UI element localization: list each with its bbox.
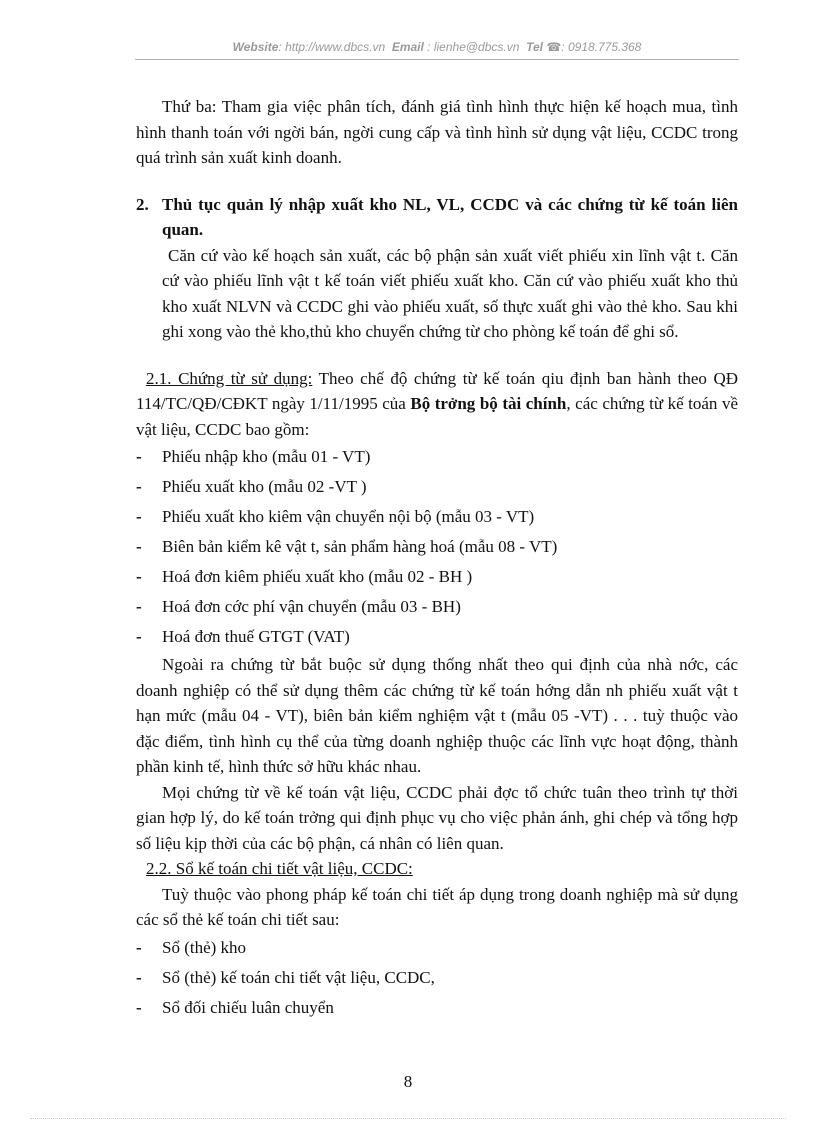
list-item: [136, 933, 738, 963]
section-21-text: Theo chế độ chứng từ kế toán qiu định ban hành theo QĐ 114/TC/QĐ/CĐKT ngày 1/11/1995 của: [136, 368, 738, 413]
list-item-text: Hoá đơn cớc phí vận chuyển (mẫu 03 - BH): [162, 597, 461, 616]
document-body: [136, 94, 738, 1023]
dash-bullet: -: [136, 967, 142, 987]
list-item: [136, 993, 738, 1023]
section-22-heading: [136, 856, 738, 882]
website-value: : http://www.dbcs.vn: [278, 40, 386, 54]
list-item: [136, 442, 738, 472]
footer-divider: [30, 1118, 786, 1119]
email-value: : lienhe@dbcs.vn: [427, 40, 520, 54]
tel-value: ☎: 0918.775.368: [546, 40, 642, 54]
tel-label: Tel: [526, 40, 543, 54]
books-list: [136, 933, 738, 1023]
dash-bullet: -: [136, 477, 142, 496]
list-item: [136, 532, 738, 562]
section-heading-2: [136, 192, 738, 243]
section-21-paragraph: [136, 366, 738, 443]
dash-bullet: -: [136, 627, 142, 646]
list-item: [136, 963, 738, 993]
dash-bullet: -: [136, 997, 142, 1017]
dash-bullet: -: [136, 937, 142, 957]
section-21-label: 2.1. Chứng từ sử dụng:: [146, 368, 313, 388]
section-number: 2.: [136, 194, 149, 214]
list-item-text: Hoá đơn kiêm phiếu xuất kho (mẫu 02 - BH ): [162, 567, 473, 586]
other-documents-paragraph: Ngoài ra chứng từ bắt buộc sử dụng thống nhất theo qui định của nhà nớc, các doanh nghiệp có thể sử dụng thêm các chứng từ kế toán hớng dẫn nh phiếu xuất vật t hạn mức (mẫu 04 - VT), biên bản kiểm nghiệm vật t (mẫu 05 -VT) . . . tuỳ thuộc vào đặc điểm, tình hình cụ thể của từng doanh nghiệp thuộc các lĩnh vực hoạt động, thành phần kinh tế, hình thức sở hữu khác nhau.: [136, 655, 738, 776]
list-item-text: Hoá đơn thuế GTGT (VAT): [162, 627, 350, 646]
list-item: [136, 622, 738, 652]
section-21-bold: Bộ trởng bộ tài chính: [410, 394, 567, 413]
header-divider: [135, 59, 739, 60]
list-item-text: Phiếu xuất kho kiêm vận chuyển nội bộ (mẫu 03 - VT): [162, 507, 535, 526]
section-21-text-end: , các chứng từ kế toán về vật liệu, CCDC bao gồm:: [136, 394, 738, 439]
section-22-label: 2.2. Sổ kế toán chi tiết vật liệu, CCDC:: [146, 859, 413, 878]
procedure-paragraph: Căn cứ vào kế hoạch sản xuất, các bộ phận sản xuất viết phiếu xin lĩnh vật t. Căn cứ vào phiếu lĩnh vật t kế toán viết phiếu xuất kho. Căn cứ vào phiếu xuất kho thủ kho xuất NLVN và CCDC ghi vào phiếu xuất, số thực xuất ghi vào thẻ kho. Sau khi ghi xong vào thẻ kho,thủ kho chuyển chứng từ cho phòng kế toán để ghi sổ.: [162, 245, 738, 341]
dash-bullet: -: [136, 567, 142, 586]
section-title: Thủ tục quản lý nhập xuất kho NL, VL, CCDC và các chứng từ kế toán liên quan.: [162, 194, 738, 239]
dash-bullet: -: [136, 447, 142, 466]
list-item-text: Sổ (thẻ) kho: [162, 937, 247, 957]
document-list: [136, 442, 738, 652]
dash-bullet: -: [136, 537, 142, 556]
dash-bullet: -: [136, 507, 142, 526]
list-item: [136, 502, 738, 532]
page-number: 8: [403, 1072, 413, 1091]
intro-paragraph: Thứ ba: Tham gia việc phân tích, đánh giá tình hình thực hiện kế hoạch mua, tình hình thanh toán với ngời bán, ngời cung cấp và tình hình sử dụng vật liệu, CCDC trong quá trình sản xuất kinh doanh.: [136, 97, 738, 167]
list-item: [136, 472, 738, 502]
organization-paragraph: Mọi chứng từ về kế toán vật liệu, CCDC phải đợc tổ chức tuân theo trình tự thời gian hợp lý, do kế toán trởng qui định phục vụ cho việc phản ánh, ghi chép và tổng hợp số liệu kịp thời của các bộ phận, cá nhân có liên quan.: [136, 782, 738, 853]
list-item-text: Sổ (thẻ) kế toán chi tiết vật liệu, CCDC,: [162, 967, 435, 987]
list-item-text: Phiếu nhập kho (mẫu 01 - VT): [162, 447, 371, 466]
list-item-text: Sổ đối chiếu luân chuyển: [162, 997, 334, 1017]
books-paragraph: Tuỳ thuộc vào phong pháp kế toán chi tiết áp dụng trong doanh nghiệp mà sử dụng các sổ thẻ kế toán chi tiết sau:: [136, 884, 738, 929]
list-item: [136, 562, 738, 592]
list-item-text: Biên bản kiểm kê vật t, sản phẩm hàng hoá (mẫu 08 - VT): [162, 537, 558, 556]
email-label: Email: [391, 40, 424, 54]
list-item: [136, 592, 738, 622]
page-header: [135, 40, 739, 54]
website-label: Website: [232, 40, 279, 54]
dash-bullet: -: [136, 597, 142, 616]
list-item-text: Phiếu xuất kho (mẫu 02 -VT ): [162, 477, 367, 496]
